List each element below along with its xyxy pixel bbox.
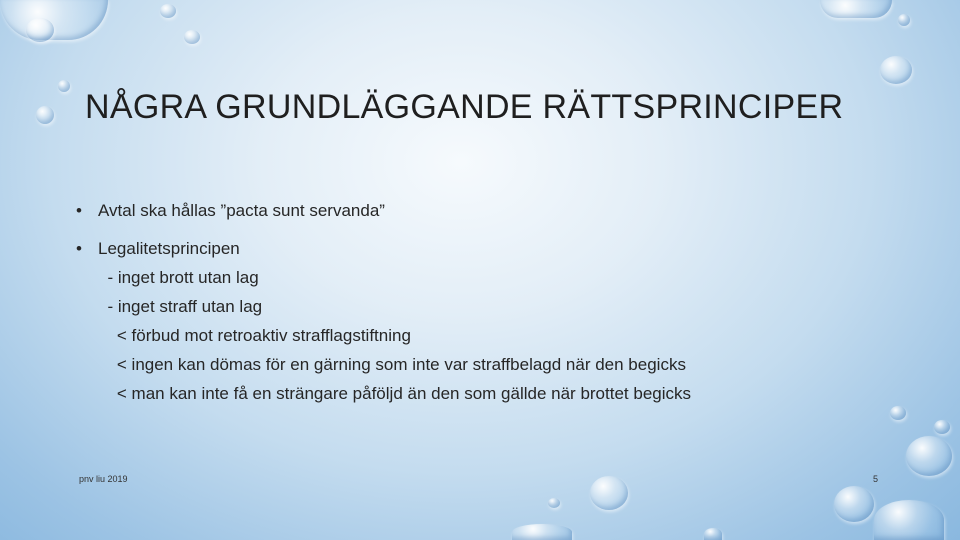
bullet-marker: • <box>76 239 82 258</box>
water-drop-decoration <box>880 56 912 84</box>
water-drop-decoration <box>184 30 200 44</box>
water-drop-decoration <box>58 80 70 92</box>
footer-text: pnv liu 2019 <box>79 474 128 484</box>
water-drop-decoration <box>906 436 952 476</box>
water-drop-decoration <box>590 476 628 510</box>
water-drop-decoration <box>898 14 910 26</box>
sub-sub-point: < man kan inte få en strängare påföljd än den som gällde när brottet begicks <box>98 384 691 403</box>
slide-title: NÅGRA GRUNDLÄGGANDE RÄTTSPRINCIPER <box>85 88 844 126</box>
slide-number: 5 <box>873 474 879 484</box>
water-drop-decoration <box>512 524 572 540</box>
water-drop-decoration <box>36 106 54 124</box>
bullet-text: Avtal ska hållas ”pacta sunt servanda” <box>98 201 385 220</box>
water-drop-decoration <box>26 18 54 42</box>
water-drop-decoration <box>548 498 560 508</box>
sub-sub-point: < ingen kan dömas för en gärning som inte var straffbelagd när den begicks <box>98 355 686 374</box>
bullet-marker: • <box>76 201 82 220</box>
water-drop-decoration <box>704 528 722 540</box>
sub-point: - inget brott utan lag <box>98 268 259 287</box>
bullet-item <box>76 196 836 225</box>
sub-point: - inget straff utan lag <box>98 297 263 316</box>
water-drop-decoration <box>160 4 176 18</box>
water-drop-decoration <box>874 500 944 540</box>
water-drop-decoration <box>834 486 874 522</box>
water-drop-decoration <box>820 0 892 18</box>
bullet-text: Legalitetsprincipen <box>98 239 240 258</box>
water-drop-decoration <box>0 0 108 40</box>
water-drop-decoration <box>890 406 906 420</box>
sub-sub-point: < förbud mot retroaktiv strafflagstiftning <box>98 326 411 345</box>
slide-body <box>76 196 836 417</box>
bullet-item <box>76 234 836 408</box>
water-drop-decoration <box>934 420 950 434</box>
